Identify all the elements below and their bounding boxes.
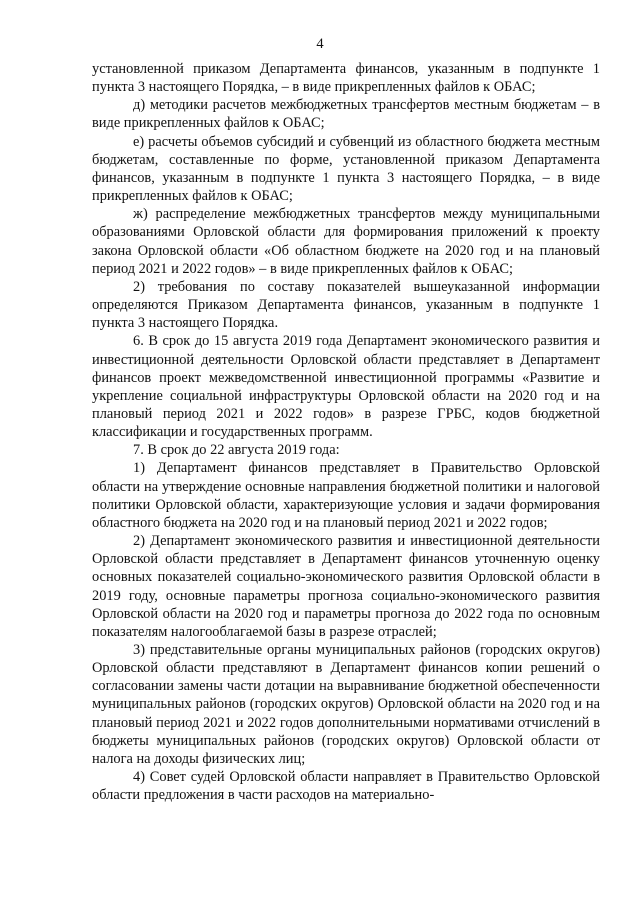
document-body <box>92 60 600 804</box>
paragraph-section-6: 6. В срок до 15 августа 2019 года Департамент экономического развития и инвестиционной деятельности Орловской области представляет в Департамент финансов проект межведомственной инвестиционной программы «Развитие и укрепление социальной инфраструктуры Орловской области на 2020 год и на плановый период 2021 и 2022 годов» в разрезе ГРБС, кодов бюджетной классификации и государственных программ. <box>92 333 600 441</box>
paragraph-section-7-item-2: 2) Департамент экономического развития и инвестиционной деятельности Орловской области представляет в Департамент финансов уточненную оценку основных показателей социально-экономического развития Орловской области в 2019 году, основные параметры прогноза социально-экономического развития Орловской области на 2020 год и параметры прогноза до 2022 года по основным показателям налогооблагаемой базы в разрезе отраслей; <box>92 533 600 640</box>
paragraph-item-e: е) расчеты объемов субсидий и субвенций из областного бюджета местным бюджетам, составленные по форме, установленной приказом Департамента финансов, указанным в подпункте 1 пункта 3 настоящего Порядка, – в виде прикрепленных файлов к ОБАС; <box>92 133 600 205</box>
paragraph-section-7-heading: 7. В срок до 22 августа 2019 года: <box>133 442 340 459</box>
paragraph-continuation: установленной приказом Департамента финансов, указанным в подпункте 1 пункта 3 настоящего Порядка, – в виде прикрепленных файлов к ОБАС; <box>92 61 600 96</box>
paragraph-section-7-item-1: 1) Департамент финансов представляет в Правительство Орловской области на утверждение основные направления бюджетной политики и налоговой политики Орловской области, характеризующие условия и задачи формирования областного бюджета на 2020 год и на плановый период 2021 и 2022 годов; <box>92 460 600 531</box>
page-number: 4 <box>316 36 324 52</box>
paragraph-section-7-item-4: 4) Совет судей Орловской области направляет в Правительство Орловской области предложения в части расходов на материально- <box>92 769 600 804</box>
paragraph-item-zh: ж) распределение межбюджетных трансфертов между муниципальными образованиями Орловской области для формирования приложений к проекту закона Орловской области «Об областном бюджете на 2020 год и на плановый период 2021 и 2022 годов» – в виде прикрепленных файлов к ОБАС; <box>92 206 600 277</box>
paragraph-item-d: д) методики расчетов межбюджетных трансфертов местным бюджетам – в виде прикрепленных файлов к ОБАС; <box>92 97 600 132</box>
paragraph-requirements: 2) требования по составу показателей вышеуказанной информации определяются Приказом Департамента финансов, указанным в подпункте 1 пункта 3 настоящего Порядка. <box>92 278 600 332</box>
paragraph-section-7-item-3: 3) представительные органы муниципальных районов (городских округов) Орловской области представляют в Департамент финансов копии решений о согласовании замены части дотации на выравнивание бюджетной обеспеченности муниципальных районов (городских округов) Орловской области на 2020 год и на плановый период 2021 и 2022 годов дополнительными нормативами отчислений в бюджеты муниципальных районов (городских округов) Орловской области от налога на доходы физических лиц; <box>92 642 600 767</box>
